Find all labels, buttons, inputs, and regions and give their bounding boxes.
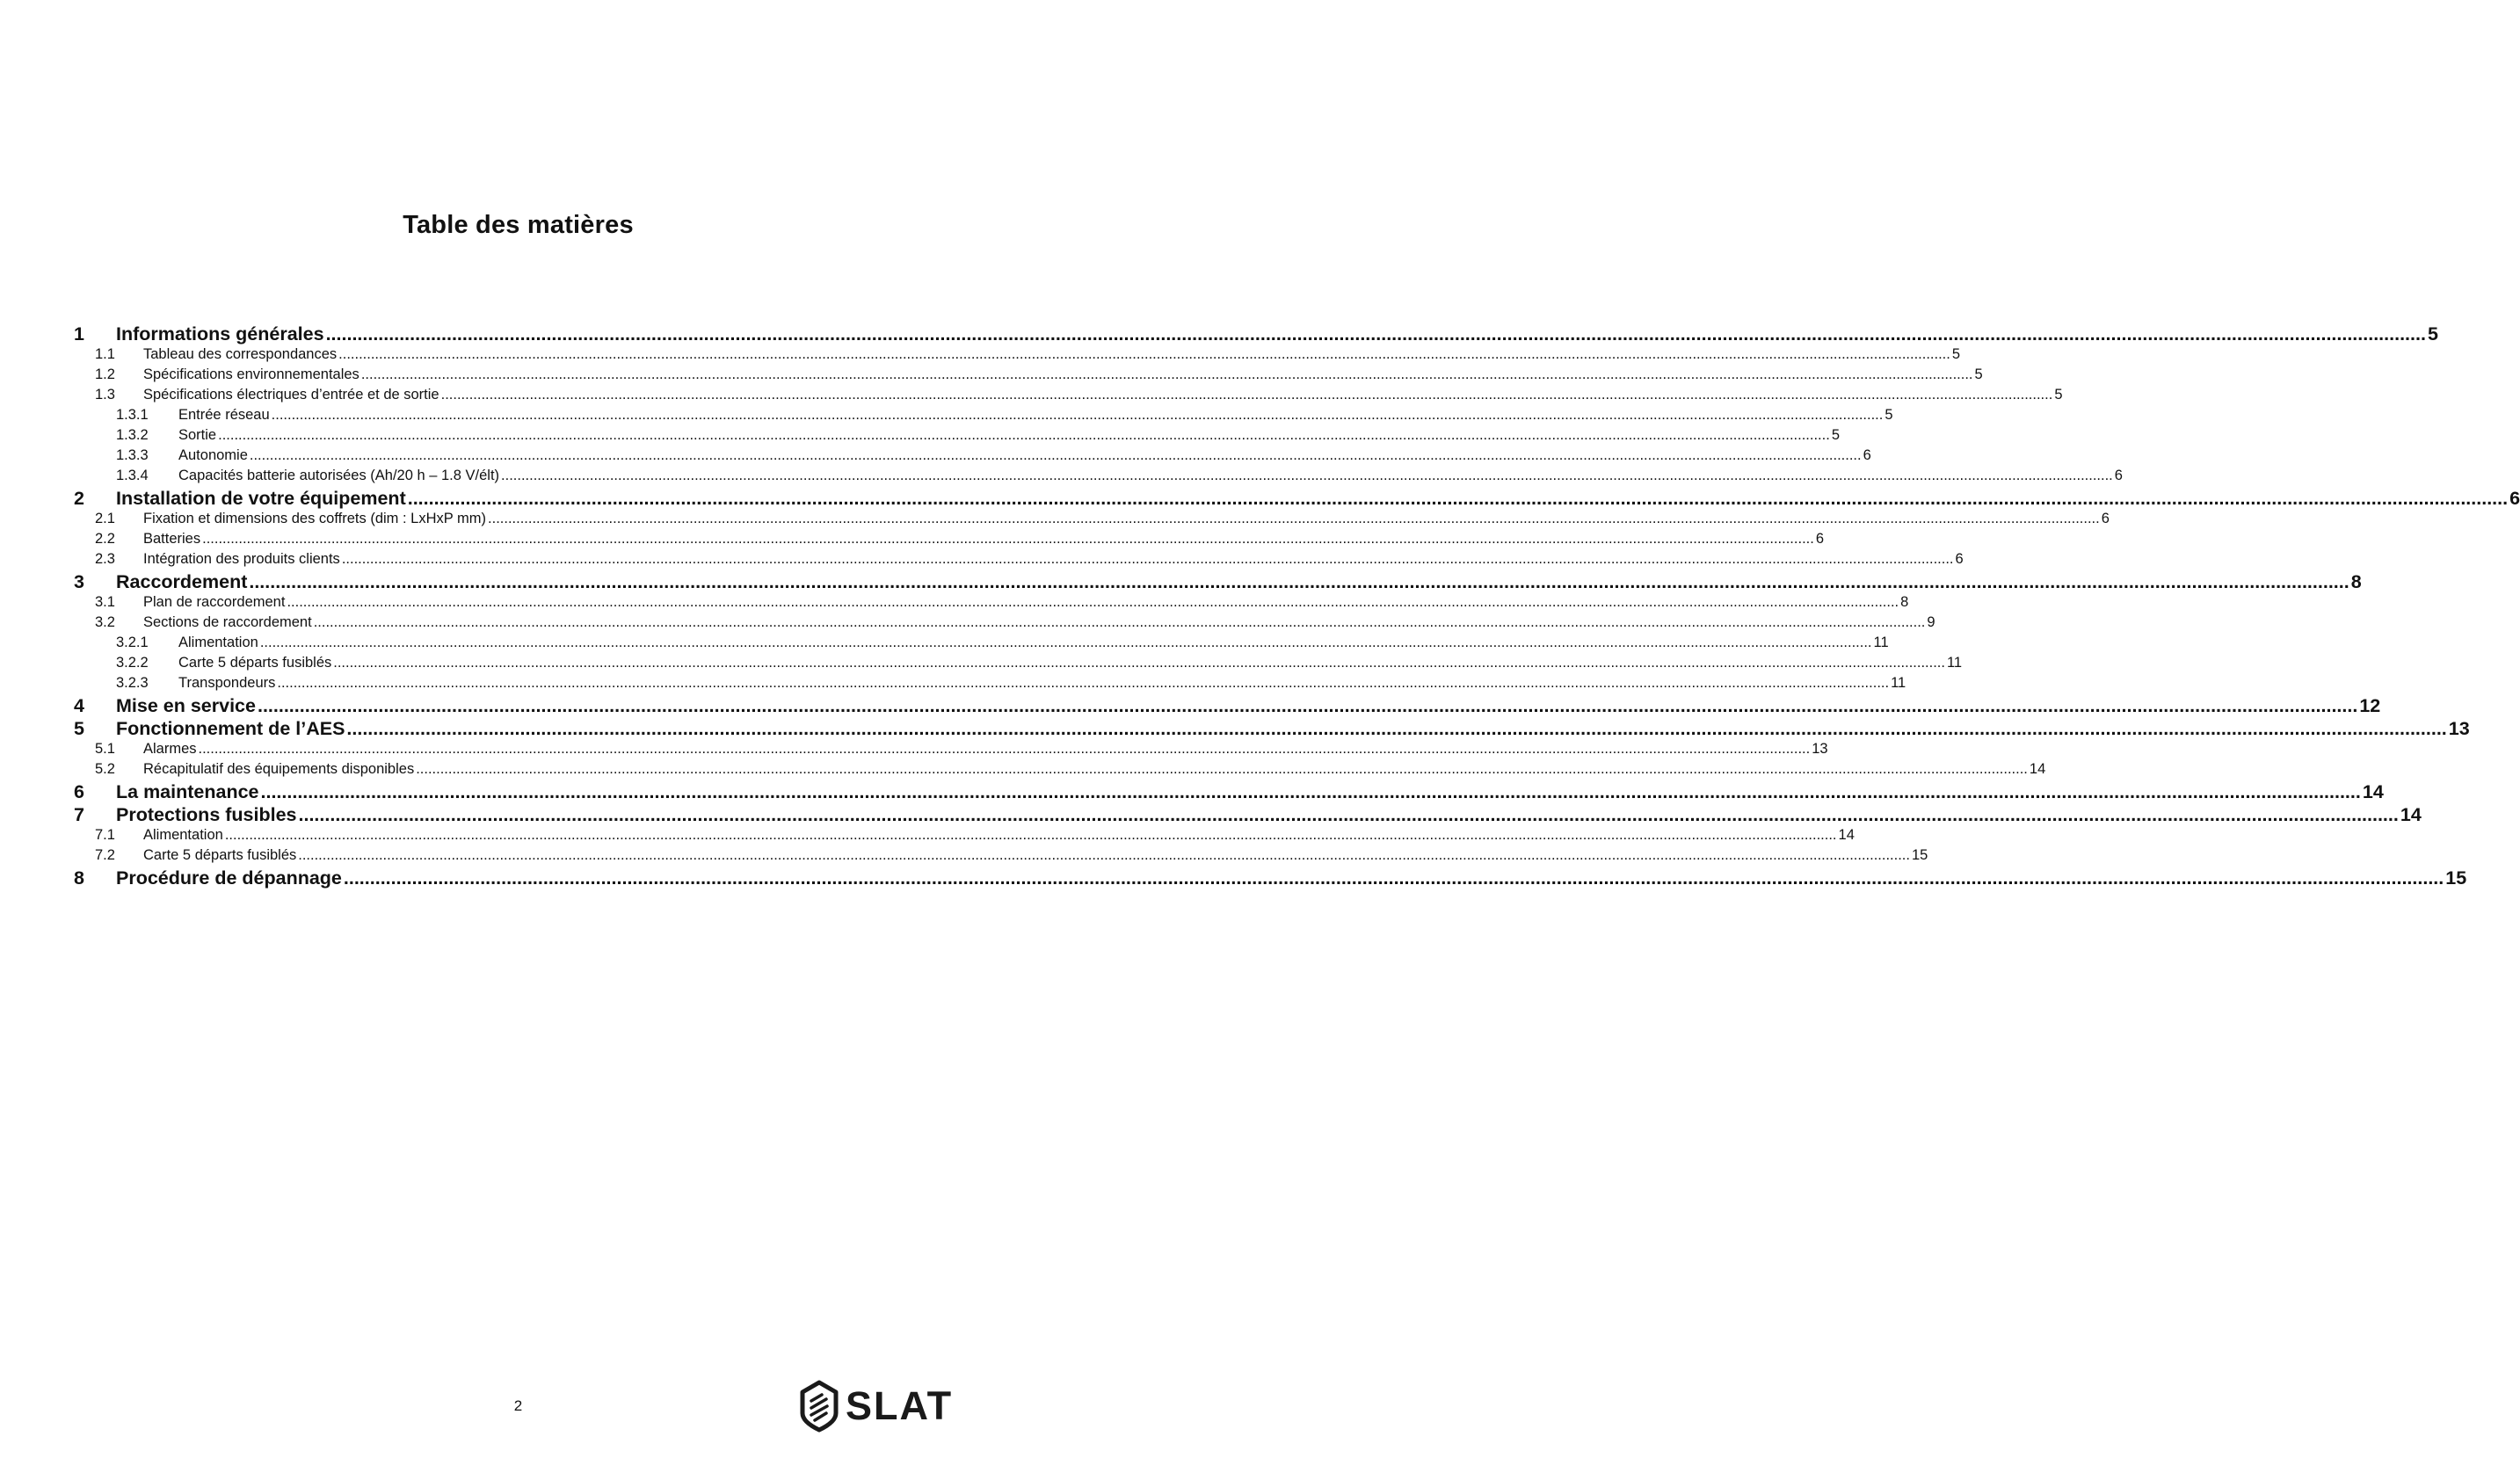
toc-entry-title: Spécifications électriques d’entrée et de sortie (143, 387, 439, 403)
toc-entry-number: 3.2.3 (116, 675, 149, 691)
toc-entry-page: 5 (1951, 346, 1961, 362)
toc-entry-page: 11 (1891, 675, 1906, 691)
toc-entry-1-3-2[interactable] (74, 427, 1840, 447)
toc-entry-1-3[interactable] (74, 387, 2063, 407)
toc-entry-5[interactable] (74, 718, 2470, 741)
toc-entry-page: 6 (1863, 447, 1871, 463)
toc-entry-title: Raccordement (116, 571, 248, 592)
toc-entry-number: 4 (74, 695, 84, 716)
toc-entry-page: 11 (1873, 635, 1889, 650)
toc-entry-number: 6 (74, 781, 84, 802)
toc-entry-page: 6 (2509, 488, 2520, 509)
toc-entry-page: 14 (2029, 761, 2046, 777)
toc-entry-page: 8 (1900, 594, 1909, 610)
toc-entry-number: 3.2 (95, 614, 115, 630)
toc-leader-dots: ................................................................................................................................................................................................................................................................................................................................................................................................................ (202, 531, 1814, 547)
toc-entry-number: 2.2 (95, 531, 115, 547)
table-of-contents (74, 323, 2520, 890)
toc-entry-number: 1.3.3 (116, 447, 149, 463)
toc-entry-page: 15 (1911, 847, 1928, 863)
page-number: 2 (513, 1397, 523, 1414)
toc-entry-number: 8 (74, 867, 84, 889)
toc-entry-title: Tableau des correspondances (143, 346, 338, 362)
toc-leader-dots: ................................................................................................................................................................................................................................................................................................................................................................................................................ (287, 594, 1899, 610)
toc-entry-3-2-3[interactable] (74, 675, 1906, 695)
toc-entry-title: Autonomie (178, 447, 248, 463)
toc-entry-page: 14 (2400, 804, 2422, 825)
toc-leader-dots: ................................................................................................................................................................................................................................................................................................................................................................................................................ (198, 741, 1811, 757)
toc-entry-number: 7.2 (95, 847, 115, 863)
toc-entry-1-1[interactable] (74, 346, 1961, 366)
toc-leader-dots: ................................................................................................................................................................................................................................................................................................................................................................................................................ (343, 867, 2444, 889)
toc-entry-page: 14 (1838, 827, 1855, 843)
toc-entry-3-2[interactable] (74, 614, 1935, 635)
toc-entry-number: 1.2 (95, 366, 115, 382)
toc-entry-title: Capacités batterie autorisées (Ah/20 h – 1.8 V/élt) (178, 468, 500, 483)
toc-entry-number: 2.1 (95, 511, 115, 526)
toc-entry-title: Entrée réseau (178, 407, 270, 423)
shield-logo-icon (800, 1380, 839, 1433)
toc-entry-title: Fixation et dimensions des coffrets (dim : LxHxP mm) (143, 511, 487, 526)
toc-entry-title: Mise en service (116, 695, 256, 716)
toc-entry-3-2-2[interactable] (74, 655, 1963, 675)
toc-entry-5-2[interactable] (74, 761, 2046, 781)
toc-entry-page: 5 (1974, 366, 1983, 382)
toc-entry-2-3[interactable] (74, 551, 1964, 571)
toc-entry-1[interactable] (74, 323, 2438, 346)
toc-entry-2[interactable] (74, 488, 2520, 511)
toc-leader-dots: ................................................................................................................................................................................................................................................................................................................................................................................................................ (260, 781, 2361, 802)
toc-entry-title: Spécifications environnementales (143, 366, 359, 382)
toc-entry-title: La maintenance (116, 781, 259, 802)
toc-entry-number: 1.3.1 (116, 407, 149, 423)
toc-entry-1-3-1[interactable] (74, 407, 1893, 427)
toc-entry-number: 2.3 (95, 551, 115, 567)
toc-entry-title: Carte 5 départs fusiblés (178, 655, 332, 671)
toc-leader-dots: ................................................................................................................................................................................................................................................................................................................................................................................................................ (249, 447, 1862, 463)
toc-leader-dots: ................................................................................................................................................................................................................................................................................................................................................................................................................ (440, 387, 2053, 403)
page-title: Table des matières (403, 211, 634, 239)
toc-entry-number: 5.2 (95, 761, 115, 777)
toc-entry-number: 5.1 (95, 741, 115, 757)
toc-entry-page: 13 (2448, 718, 2470, 739)
toc-leader-dots: ................................................................................................................................................................................................................................................................................................................................................................................................................ (325, 323, 2426, 345)
toc-entry-number: 3 (74, 571, 84, 592)
toc-entry-title: Alimentation (178, 635, 258, 650)
toc-leader-dots: ................................................................................................................................................................................................................................................................................................................................................................................................................ (224, 827, 1837, 843)
toc-entry-number: 3.2.1 (116, 635, 149, 650)
toc-leader-dots: ................................................................................................................................................................................................................................................................................................................................................................................................................ (259, 635, 1872, 650)
toc-entry-page: 6 (2101, 511, 2110, 526)
toc-entry-title: Sections de raccordement (143, 614, 312, 630)
toc-entry-number: 1.3 (95, 387, 115, 403)
toc-entry-title: Informations générales (116, 323, 324, 345)
toc-entry-number: 3.2.2 (116, 655, 149, 671)
toc-entry-number: 1.1 (95, 346, 115, 362)
toc-leader-dots: ................................................................................................................................................................................................................................................................................................................................................................................................................ (271, 407, 1884, 423)
toc-leader-dots: ................................................................................................................................................................................................................................................................................................................................................................................................................ (501, 468, 2113, 483)
toc-entry-1-2[interactable] (74, 366, 1983, 387)
toc-entry-title: Intégration des produits clients (143, 551, 340, 567)
toc-entry-page: 6 (1955, 551, 1964, 567)
toc-leader-dots: ................................................................................................................................................................................................................................................................................................................................................................................................................ (488, 511, 2100, 526)
slat-logo (800, 1378, 953, 1434)
toc-entry-page: 8 (2350, 571, 2362, 592)
toc-entry-page: 5 (1885, 407, 1893, 423)
toc-entry-page: 9 (1927, 614, 1935, 630)
toc-entry-3-1[interactable] (74, 594, 1909, 614)
toc-entry-title: Transpondeurs (178, 675, 276, 691)
toc-entry-1-3-3[interactable] (74, 447, 1871, 468)
toc-leader-dots: ................................................................................................................................................................................................................................................................................................................................................................................................................ (338, 346, 1950, 362)
toc-entry-title: Batteries (143, 531, 201, 547)
toc-entry-page: 5 (2054, 387, 2063, 403)
toc-leader-dots: ................................................................................................................................................................................................................................................................................................................................................................................................................ (277, 675, 1890, 691)
toc-entry-page: 11 (1946, 655, 1963, 671)
toc-leader-dots: ................................................................................................................................................................................................................................................................................................................................................................................................................ (407, 488, 2509, 509)
toc-entry-page: 5 (2427, 323, 2438, 345)
toc-entry-title: Carte 5 départs fusiblés (143, 847, 297, 863)
toc-entry-page: 6 (1815, 531, 1825, 547)
toc-entry-title: Protections fusibles (116, 804, 297, 825)
toc-leader-dots: ................................................................................................................................................................................................................................................................................................................................................................................................................ (416, 761, 2028, 777)
toc-entry-7[interactable] (74, 804, 2422, 827)
toc-leader-dots: ................................................................................................................................................................................................................................................................................................................................................................................................................ (360, 366, 1973, 382)
toc-entry-7-2[interactable] (74, 847, 1928, 867)
toc-entry-page: 14 (2362, 781, 2384, 802)
toc-leader-dots: ................................................................................................................................................................................................................................................................................................................................................................................................................ (346, 718, 2447, 739)
toc-entry-title: Fonctionnement de l’AES (116, 718, 345, 739)
toc-entry-page: 15 (2445, 867, 2467, 889)
toc-entry-2-2[interactable] (74, 531, 1825, 551)
toc-entry-number: 7 (74, 804, 84, 825)
toc-entry-number: 7.1 (95, 827, 115, 843)
toc-entry-number: 1 (74, 323, 84, 345)
toc-entry-title: Plan de raccordement (143, 594, 286, 610)
toc-entry-number: 1.3.2 (116, 427, 149, 443)
toc-leader-dots: ................................................................................................................................................................................................................................................................................................................................................................................................................ (218, 427, 1830, 443)
toc-entry-title: Sortie (178, 427, 217, 443)
toc-entry-title: Récapitulatif des équipements disponibles (143, 761, 415, 777)
toc-entry-page: 5 (1831, 427, 1840, 443)
toc-leader-dots: ................................................................................................................................................................................................................................................................................................................................................................................................................ (298, 847, 1910, 863)
toc-entry-page: 6 (2114, 468, 2123, 483)
toc-entry-2-1[interactable] (74, 511, 2110, 531)
logo-text: SLAT (846, 1383, 954, 1428)
toc-entry-page: 12 (2359, 695, 2381, 716)
toc-entry-7-1[interactable] (74, 827, 1855, 847)
toc-entry-title: Installation de votre équipement (116, 488, 406, 509)
toc-entry-number: 1.3.4 (116, 468, 149, 483)
toc-entry-4[interactable] (74, 695, 2381, 718)
toc-leader-dots: ................................................................................................................................................................................................................................................................................................................................................................................................................ (257, 695, 2358, 716)
toc-entry-5-1[interactable] (74, 741, 1828, 761)
toc-entry-number: 5 (74, 718, 84, 739)
toc-entry-title: Alarmes (143, 741, 197, 757)
toc-leader-dots: ................................................................................................................................................................................................................................................................................................................................................................................................................ (341, 551, 1954, 567)
toc-leader-dots: ................................................................................................................................................................................................................................................................................................................................................................................................................ (298, 804, 2399, 825)
toc-entry-8[interactable] (74, 867, 2467, 890)
toc-entry-3-2-1[interactable] (74, 635, 1889, 655)
toc-leader-dots: ................................................................................................................................................................................................................................................................................................................................................................................................................ (313, 614, 1926, 630)
toc-leader-dots: ................................................................................................................................................................................................................................................................................................................................................................................................................ (249, 571, 2349, 592)
toc-entry-title: Procédure de dépannage (116, 867, 342, 889)
toc-entry-6[interactable] (74, 781, 2384, 804)
toc-entry-page: 13 (1812, 741, 1828, 757)
toc-entry-number: 2 (74, 488, 84, 509)
toc-leader-dots: ................................................................................................................................................................................................................................................................................................................................................................................................................ (333, 655, 1945, 671)
toc-entry-number: 3.1 (95, 594, 115, 610)
toc-entry-1-3-4[interactable] (74, 468, 2123, 488)
toc-entry-3[interactable] (74, 571, 2362, 594)
toc-entry-title: Alimentation (143, 827, 223, 843)
